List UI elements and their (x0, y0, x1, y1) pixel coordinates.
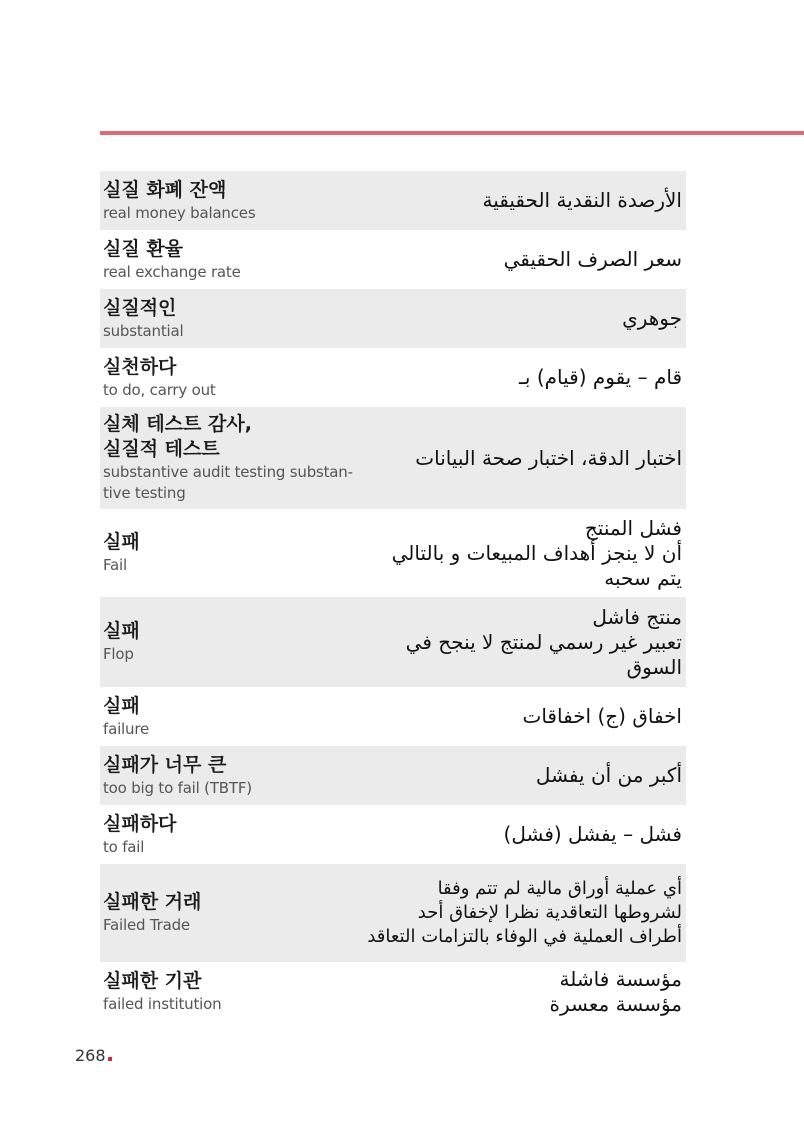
entry-left (103, 178, 355, 224)
entry-left (103, 890, 355, 936)
entry-left (103, 812, 355, 858)
english-term: too big to fail (TBTF) (103, 778, 252, 797)
arabic-term: منتج فاشل تعبير غير رسمي لمنتج لا ينجح في السوق (405, 604, 682, 679)
korean-term: 실패 (103, 694, 140, 717)
glossary-entry (100, 407, 686, 509)
english-term: substantive audit testing substan-tive testing (103, 463, 353, 502)
english-term: Flop (103, 645, 134, 663)
entry-left (103, 530, 355, 576)
korean-term: 실패가 너무 큰 (103, 753, 227, 776)
korean-term: 실패 (103, 620, 140, 642)
header-rule (100, 131, 804, 135)
english-term: real money balances (103, 203, 256, 222)
english-term: real exchange rate (103, 262, 241, 281)
korean-term: 실질적인 (103, 296, 177, 319)
english-term: Fail (103, 556, 127, 574)
english-term: to fail (103, 837, 145, 856)
korean-term: 실천하다 (103, 355, 177, 378)
glossary-entry (100, 746, 686, 805)
entry-left (103, 619, 355, 665)
glossary-entry (100, 289, 686, 348)
glossary-entry (100, 171, 686, 230)
korean-term: 실패한 거래 (103, 891, 202, 913)
arabic-term: مؤسسة فاشلة مؤسسة معسرة (549, 967, 682, 1016)
glossary-entry (100, 597, 686, 687)
english-term: failed institution (103, 995, 222, 1013)
entry-left (103, 237, 355, 283)
glossary-entry (100, 348, 686, 407)
entry-left (103, 694, 355, 740)
english-term: substantial (103, 321, 184, 340)
glossary-entry (100, 805, 686, 864)
page-number-dot (108, 1057, 112, 1061)
arabic-term: الأرصدة النقدية الحقيقية (482, 188, 682, 212)
arabic-term: أكبر من أن يفشل (535, 763, 682, 787)
arabic-term: سعر الصرف الحقيقي (503, 247, 682, 271)
glossary-entry (100, 230, 686, 289)
glossary-entry (100, 864, 686, 962)
entry-left (103, 969, 355, 1015)
arabic-term: اختبار الدقة، اختبار صحة البيانات (415, 445, 682, 470)
arabic-term: فشل – يفشل (فشل) (503, 822, 682, 846)
arabic-term: فشل المنتج أن لا ينجز أهداف المبيعات و بالتالي يتم سحبه (391, 515, 682, 590)
entry-left (103, 355, 355, 401)
page-number-text: 268 (75, 1046, 106, 1065)
arabic-term: اخفاق (ج) اخفاقات (522, 704, 682, 728)
entry-left (103, 753, 355, 799)
glossary-entries (100, 171, 686, 1022)
korean-term: 실체 테스트 감사, 실질적 테스트 (103, 413, 252, 460)
english-term: Failed Trade (103, 916, 190, 934)
korean-term: 실질 환율 (103, 237, 184, 260)
korean-term: 실패한 기관 (103, 970, 202, 992)
english-term: failure (103, 719, 149, 738)
korean-term: 실질 화폐 잔액 (103, 178, 227, 201)
page-number (75, 1046, 112, 1065)
entry-left (103, 296, 355, 342)
entry-left (103, 412, 355, 504)
english-term: to do, carry out (103, 380, 216, 399)
korean-term: 실패 (103, 531, 140, 553)
glossary-entry (100, 509, 686, 597)
korean-term: 실패하다 (103, 812, 177, 835)
arabic-term: جوهري (622, 306, 682, 330)
arabic-term: أي عملية أوراق مالية لم تتم وفقا لشروطها التعاقدية نظرا لإخفاق أحد أطراف العملية في الوفاء بالتزامات التعاقد (367, 878, 682, 947)
glossary-entry (100, 687, 686, 746)
glossary-entry (100, 962, 686, 1022)
arabic-term: قام – يقوم (قيام) بـ (519, 365, 682, 389)
